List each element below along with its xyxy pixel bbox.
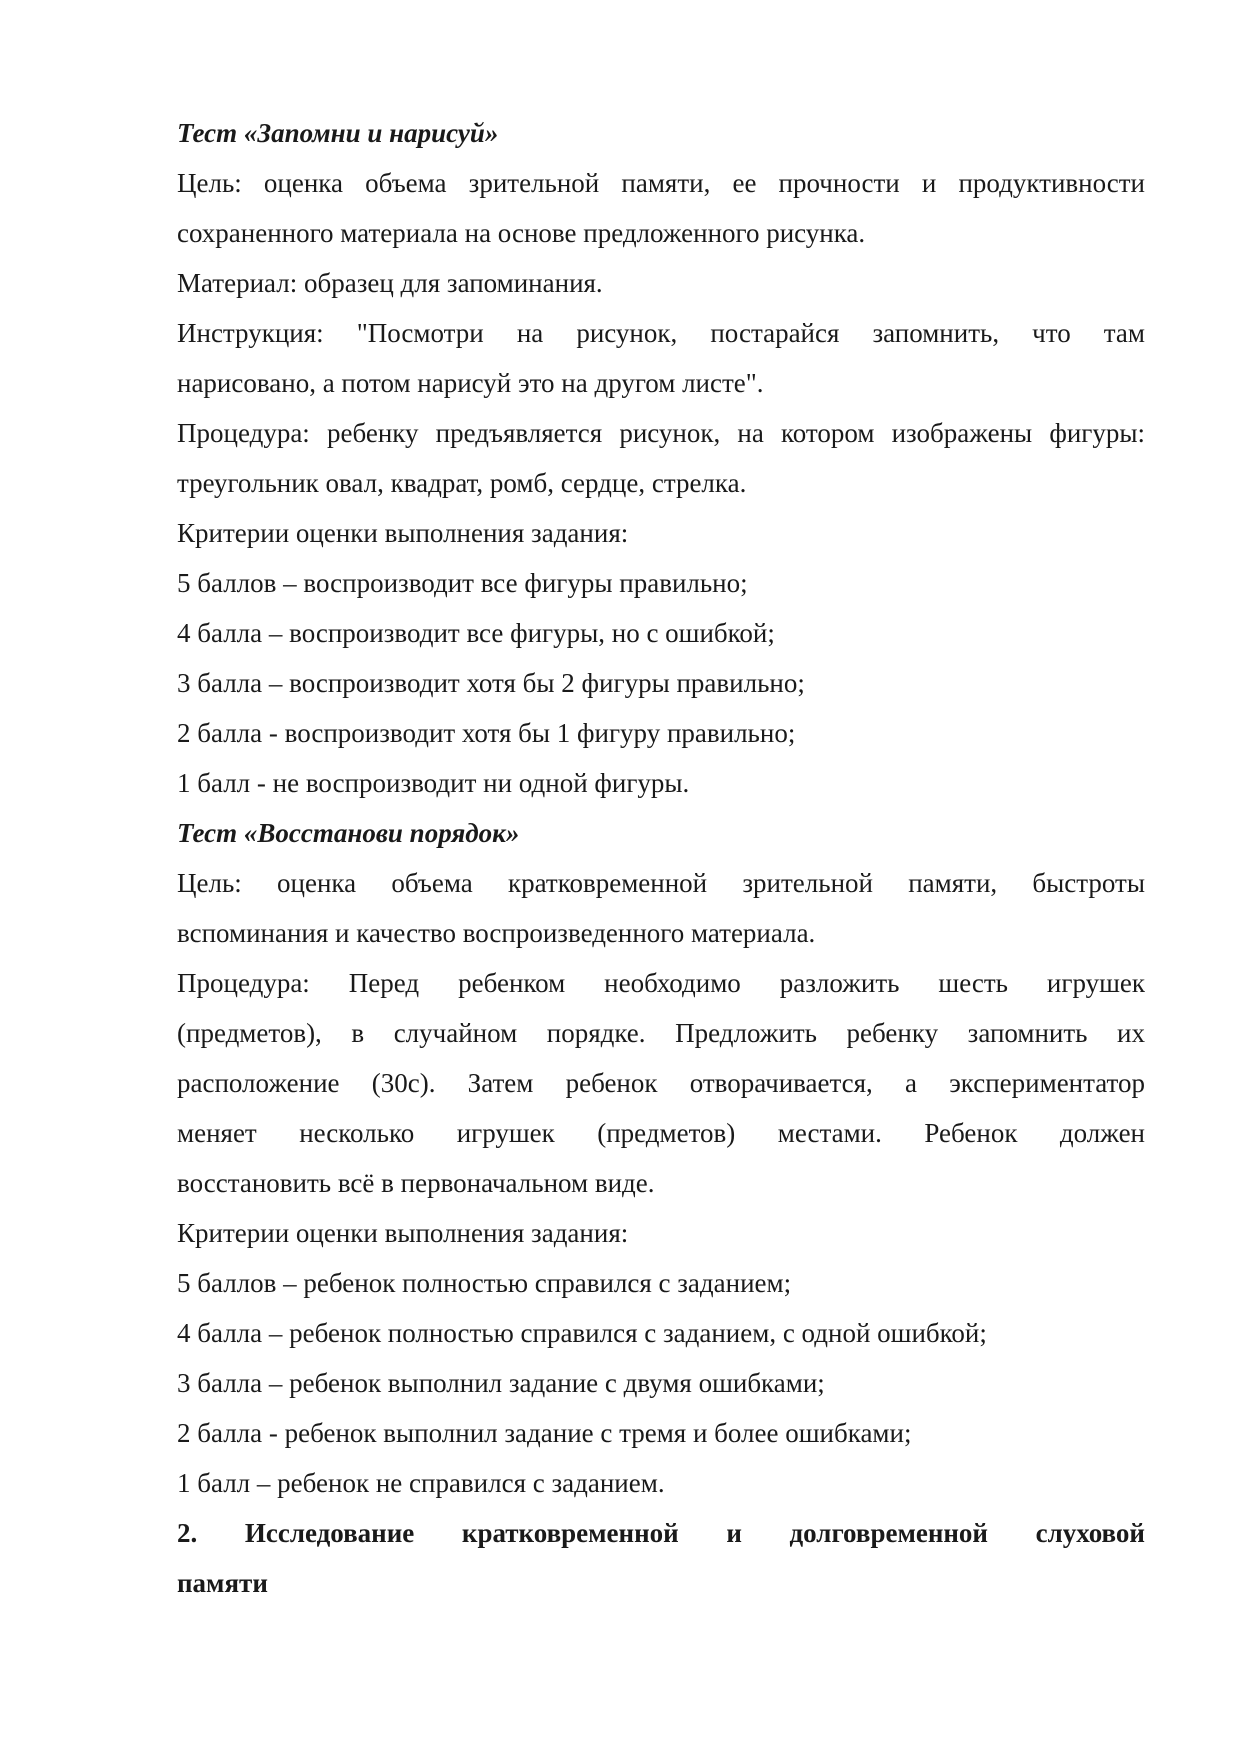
test1-goal-line2: сохраненного материала на основе предложенного рисунка. [177, 218, 866, 248]
test2-procedure-line: (предметов), в случайном порядке. Предложить ребенку запомнить их [177, 1018, 1145, 1048]
test1-criteria-heading: Критерии оценки выполнения задания: [177, 518, 629, 548]
test2-goal-line1: Цель: оценка объема кратковременной зрительной памяти, быстроты [177, 868, 1145, 898]
test1-criterion: 5 баллов – воспроизводит все фигуры правильно; [177, 568, 748, 598]
test1-instruction-line1: Инструкция: "Посмотри на рисунок, постарайся запомнить, что там [177, 318, 1145, 348]
test2-procedure-line: меняет несколько игрушек (предметов) местами. Ребенок должен [177, 1118, 1145, 1148]
test1-criterion: 1 балл - не воспроизводит ни одной фигуры. [177, 768, 690, 798]
test1-criterion: 4 балла – воспроизводит все фигуры, но с ошибкой; [177, 618, 775, 648]
document-page [177, 108, 1145, 1608]
test2-criterion: 2 балла - ребенок выполнил задание с тремя и более ошибками; [177, 1418, 912, 1448]
test2-criteria-heading: Критерии оценки выполнения задания: [177, 1218, 629, 1248]
section2-heading-line2: памяти [177, 1568, 268, 1598]
test1-instruction-line2: нарисовано, а потом нарисуй это на другом листе". [177, 368, 764, 398]
test1-criterion: 3 балла – воспроизводит хотя бы 2 фигуры правильно; [177, 668, 805, 698]
test1-procedure-line2: треугольник овал, квадрат, ромб, сердце, стрелка. [177, 468, 747, 498]
test1-procedure-line1: Процедура: ребенку предъявляется рисунок, на котором изображены фигуры: [177, 418, 1145, 448]
test2-procedure-line: восстановить всё в первоначальном виде. [177, 1168, 655, 1198]
section2-heading-line1: 2. Исследование кратковременной и долговременной слуховой [177, 1518, 1145, 1548]
test2-criterion: 3 балла – ребенок выполнил задание с двумя ошибками; [177, 1368, 825, 1398]
test1-material: Материал: образец для запоминания. [177, 268, 603, 298]
test2-goal-line2: вспоминания и качество воспроизведенного материала. [177, 918, 816, 948]
test1-title: Тест «Запомни и нарисуй» [177, 118, 499, 148]
test2-title: Тест «Восстанови порядок» [177, 818, 520, 848]
test2-criterion: 4 балла – ребенок полностью справился с заданием, с одной ошибкой; [177, 1318, 987, 1348]
test2-procedure-line: Процедура: Перед ребенком необходимо разложить шесть игрушек [177, 968, 1145, 998]
test2-criterion: 5 баллов – ребенок полностью справился с заданием; [177, 1268, 792, 1298]
test2-criterion: 1 балл – ребенок не справился с заданием. [177, 1468, 665, 1498]
test2-procedure-line: расположение (30с). Затем ребенок отворачивается, а экспериментатор [177, 1068, 1145, 1098]
test1-criterion: 2 балла - воспроизводит хотя бы 1 фигуру правильно; [177, 718, 796, 748]
test1-goal-line1: Цель: оценка объема зрительной памяти, ее прочности и продуктивности [177, 168, 1145, 198]
